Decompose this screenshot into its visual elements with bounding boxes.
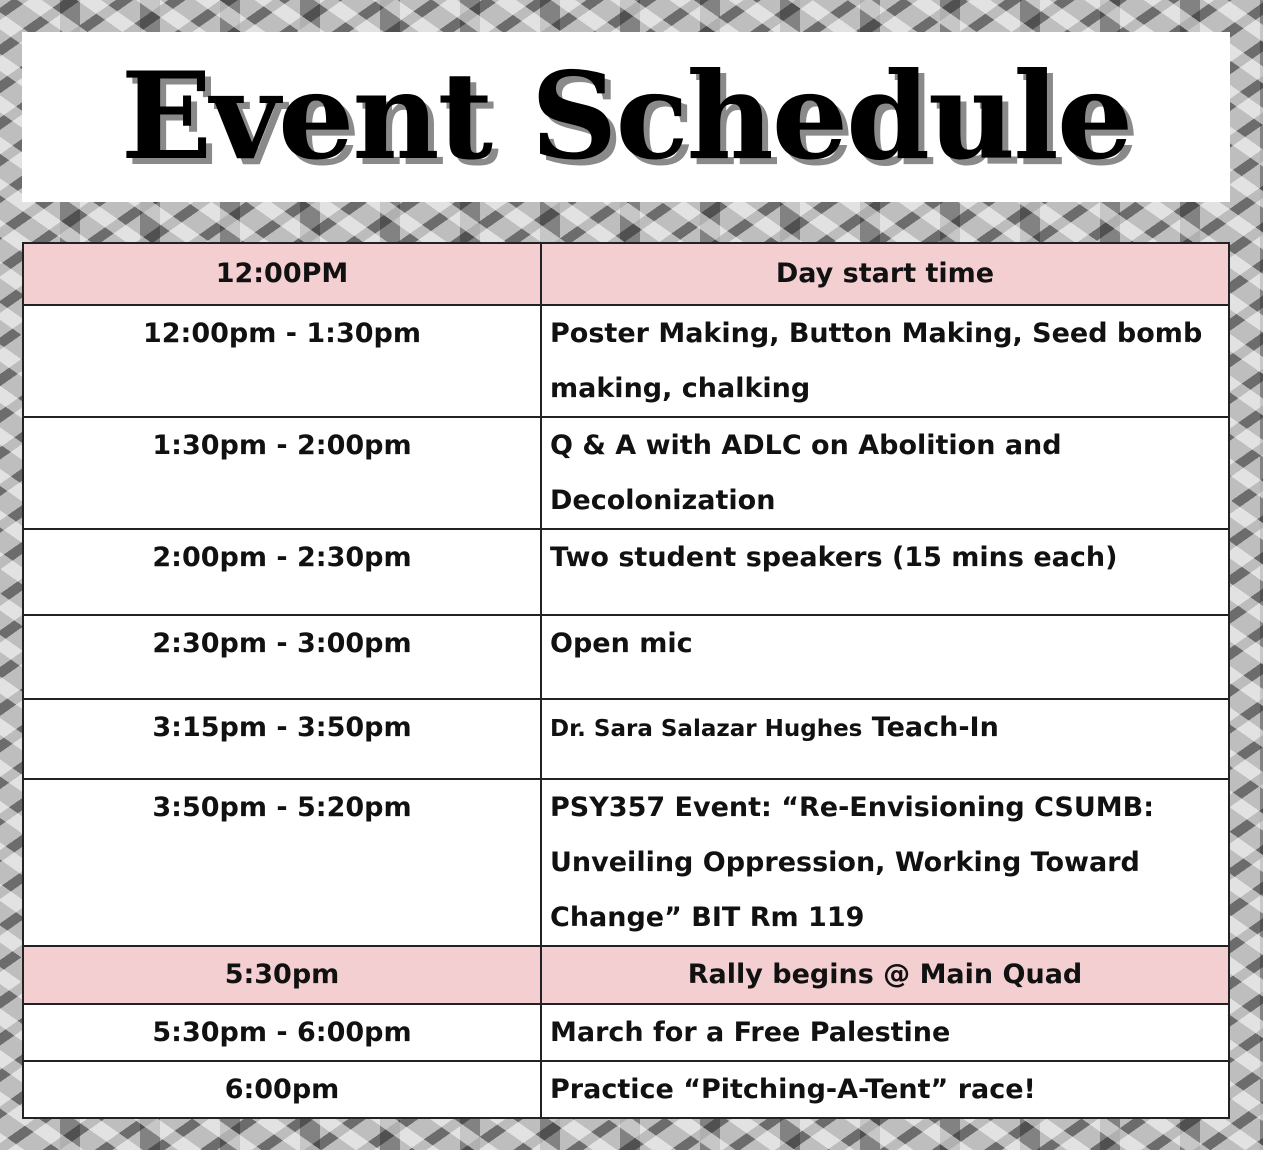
title-banner	[22, 32, 1230, 202]
time-cell: 12:00pm - 1:30pm	[23, 305, 541, 417]
time-cell: 3:50pm - 5:20pm	[23, 779, 541, 946]
table-row	[23, 1061, 1229, 1118]
page-title: Event Schedule	[120, 46, 1132, 187]
section-header-row	[23, 946, 1229, 1004]
time-cell: 3:15pm - 3:50pm	[23, 699, 541, 779]
event-cell: PSY357 Event: “Re-Envisioning CSUMB: Unveiling Oppression, Working Toward Change” BIT Rm 119	[541, 779, 1229, 946]
time-cell: 5:30pm	[23, 946, 541, 1004]
table-row	[23, 417, 1229, 529]
event-cell: Practice “Pitching-A-Tent” race!	[541, 1061, 1229, 1118]
table-row	[23, 779, 1229, 946]
time-cell: 2:00pm - 2:30pm	[23, 529, 541, 615]
table-row	[23, 1004, 1229, 1061]
event-cell: Two student speakers (15 mins each)	[541, 529, 1229, 615]
time-cell: 6:00pm	[23, 1061, 541, 1118]
event-cell: Q & A with ADLC on Abolition and Decolonization	[541, 417, 1229, 529]
event-cell	[541, 699, 1229, 779]
table-row	[23, 615, 1229, 699]
event-title: Teach-In	[871, 712, 999, 743]
event-cell: Rally begins @ Main Quad	[541, 946, 1229, 1004]
time-cell: 2:30pm - 3:00pm	[23, 615, 541, 699]
event-cell: Poster Making, Button Making, Seed bomb making, chalking	[541, 305, 1229, 417]
time-cell: 1:30pm - 2:00pm	[23, 417, 541, 529]
schedule-table	[22, 242, 1230, 1119]
event-cell: Open mic	[541, 615, 1229, 699]
event-cell: March for a Free Palestine	[541, 1004, 1229, 1061]
table-row	[23, 529, 1229, 615]
table-row	[23, 305, 1229, 417]
time-cell: 12:00PM	[23, 243, 541, 305]
event-cell: Day start time	[541, 243, 1229, 305]
table-row	[23, 699, 1229, 779]
speaker-name: Dr. Sara Salazar Hughes	[550, 716, 863, 742]
time-cell: 5:30pm - 6:00pm	[23, 1004, 541, 1061]
section-header-row	[23, 243, 1229, 305]
